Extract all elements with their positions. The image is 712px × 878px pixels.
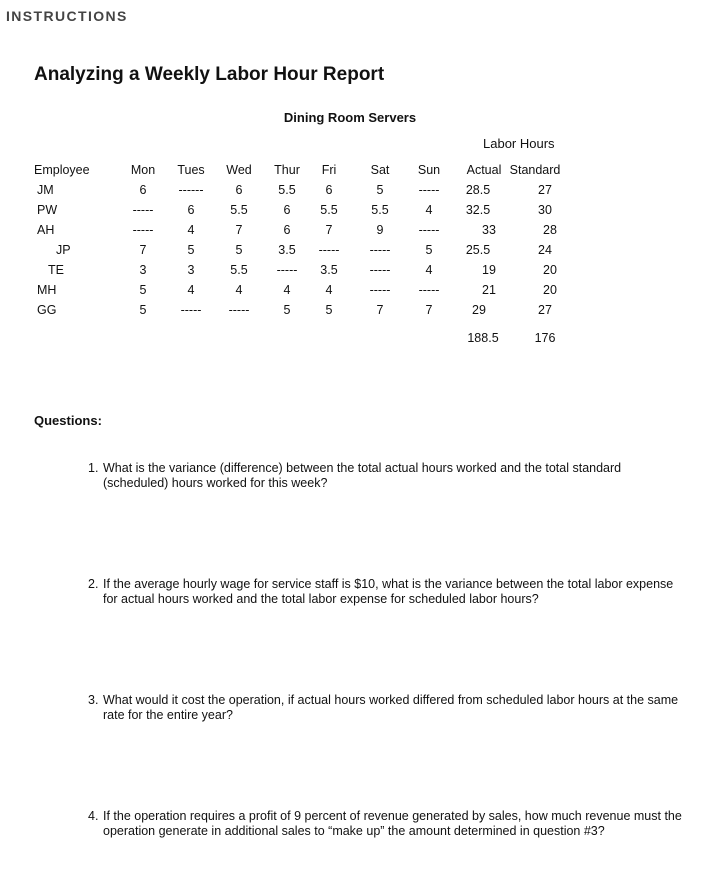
table-cell: 6 xyxy=(283,223,291,237)
table-cell: 4 xyxy=(235,283,243,297)
table-cell: 4 xyxy=(187,223,195,237)
table-cell: 3.5 xyxy=(278,243,296,257)
table-cell: ----- xyxy=(369,263,391,277)
table-cell: 5.5 xyxy=(371,203,389,217)
column-header: Actual xyxy=(466,163,502,177)
table-cell: 5 xyxy=(376,183,384,197)
report-subtitle: Dining Room Servers xyxy=(283,110,417,125)
table-cell: 7 xyxy=(425,303,433,317)
section-label: INSTRUCTIONS xyxy=(6,8,128,24)
table-cell: 28 xyxy=(543,223,557,237)
table-cell: 4 xyxy=(187,283,195,297)
column-header: Standard xyxy=(509,163,561,177)
employee-cell: PW xyxy=(37,203,58,217)
table-cell: 9 xyxy=(376,223,384,237)
table-cell: 19 xyxy=(482,263,496,277)
table-cell: 28.5 xyxy=(465,183,491,197)
table-cell: 4 xyxy=(425,263,433,277)
table-cell: 5.5 xyxy=(230,263,248,277)
table-cell: ----- xyxy=(318,243,340,257)
table-cell: 5.5 xyxy=(278,183,296,197)
table-cell: 7 xyxy=(139,243,147,257)
table-cell: 33 xyxy=(482,223,496,237)
employee-cell: JM xyxy=(37,183,54,197)
table-cell: 24 xyxy=(538,243,552,257)
question-number: 3. xyxy=(88,693,99,707)
table-cell: 25.5 xyxy=(465,243,491,257)
table-cell: 5 xyxy=(139,303,147,317)
table-cell: 7 xyxy=(325,223,333,237)
employee-cell: TE xyxy=(48,263,64,277)
table-cell: 4 xyxy=(425,203,433,217)
table-cell: 5.5 xyxy=(230,203,248,217)
table-cell: 21 xyxy=(482,283,496,297)
table-cell: ------ xyxy=(178,183,204,197)
page-title: Analyzing a Weekly Labor Hour Report xyxy=(34,64,385,85)
table-cell: 4 xyxy=(283,283,291,297)
question-1 xyxy=(88,461,688,491)
table-cell: 3 xyxy=(139,263,147,277)
employee-cell: JP xyxy=(56,243,71,257)
table-cell: 5.5 xyxy=(320,203,338,217)
table-cell: ----- xyxy=(276,263,298,277)
table-cell: 20 xyxy=(543,263,557,277)
table-cell: 6 xyxy=(325,183,333,197)
column-header: Thur xyxy=(274,163,300,177)
table-cell: 27 xyxy=(538,183,552,197)
table-cell: 30 xyxy=(538,203,552,217)
table-cell: ----- xyxy=(180,303,202,317)
question-text: What is the variance (difference) between the total actual hours worked and the total standard (scheduled) hours worked for this week? xyxy=(103,461,622,490)
table-cell: ----- xyxy=(418,183,440,197)
table-cell: ----- xyxy=(418,283,440,297)
table-cell: 5 xyxy=(139,283,147,297)
total-standard-hours: 176 xyxy=(534,331,556,345)
question-text: If the average hourly wage for service staff is $10, what is the variance between the total labor expense for actual hours worked and the total labor expense for scheduled labor hours? xyxy=(103,577,674,606)
table-cell: ----- xyxy=(228,303,250,317)
table-cell: 3 xyxy=(187,263,195,277)
question-text: What would it cost the operation, if actual hours worked differed from scheduled labor hours at the same rate for the entire year? xyxy=(103,693,679,722)
table-cell: 7 xyxy=(235,223,243,237)
column-header: Mon xyxy=(130,163,156,177)
table-cell: 4 xyxy=(325,283,333,297)
table-cell: 20 xyxy=(543,283,557,297)
table-cell: 27 xyxy=(538,303,552,317)
table-cell: ----- xyxy=(132,203,154,217)
table-cell: 32.5 xyxy=(465,203,491,217)
total-actual-hours: 188.5 xyxy=(467,331,499,345)
table-cell: 6 xyxy=(283,203,291,217)
table-cell: ----- xyxy=(418,223,440,237)
column-header: Wed xyxy=(226,163,252,177)
employee-cell: AH xyxy=(37,223,55,237)
table-cell: 6 xyxy=(139,183,147,197)
question-number: 2. xyxy=(88,577,99,591)
employee-cell: MH xyxy=(37,283,57,297)
column-header: Sat xyxy=(370,163,390,177)
column-header: Fri xyxy=(321,163,337,177)
table-cell: ----- xyxy=(369,243,391,257)
table-cell: ----- xyxy=(369,283,391,297)
column-header: Sun xyxy=(417,163,441,177)
table-cell: 5 xyxy=(187,243,195,257)
table-cell: 5 xyxy=(325,303,333,317)
question-2 xyxy=(88,577,688,607)
table-cell: 6 xyxy=(187,203,195,217)
question-number: 4. xyxy=(88,809,99,823)
table-cell: 6 xyxy=(235,183,243,197)
table-cell: 3.5 xyxy=(320,263,338,277)
table-cell: 5 xyxy=(425,243,433,257)
table-cell: ----- xyxy=(132,223,154,237)
table-cell: 5 xyxy=(283,303,291,317)
question-4 xyxy=(88,809,688,839)
table-cell: 29 xyxy=(472,303,486,317)
question-3 xyxy=(88,693,688,723)
labor-hours-header: Labor Hours xyxy=(483,136,555,151)
table-cell: 5 xyxy=(235,243,243,257)
table-cell: 7 xyxy=(376,303,384,317)
questions-heading: Questions: xyxy=(34,413,102,428)
question-text: If the operation requires a profit of 9 percent of revenue generated by sales, how much revenue must the operation generate in additional sales to “make up” the amount determined in question #3? xyxy=(103,809,682,838)
question-number: 1. xyxy=(88,461,99,475)
employee-cell: GG xyxy=(37,303,57,317)
column-header: Employee xyxy=(34,163,90,177)
column-header: Tues xyxy=(177,163,205,177)
